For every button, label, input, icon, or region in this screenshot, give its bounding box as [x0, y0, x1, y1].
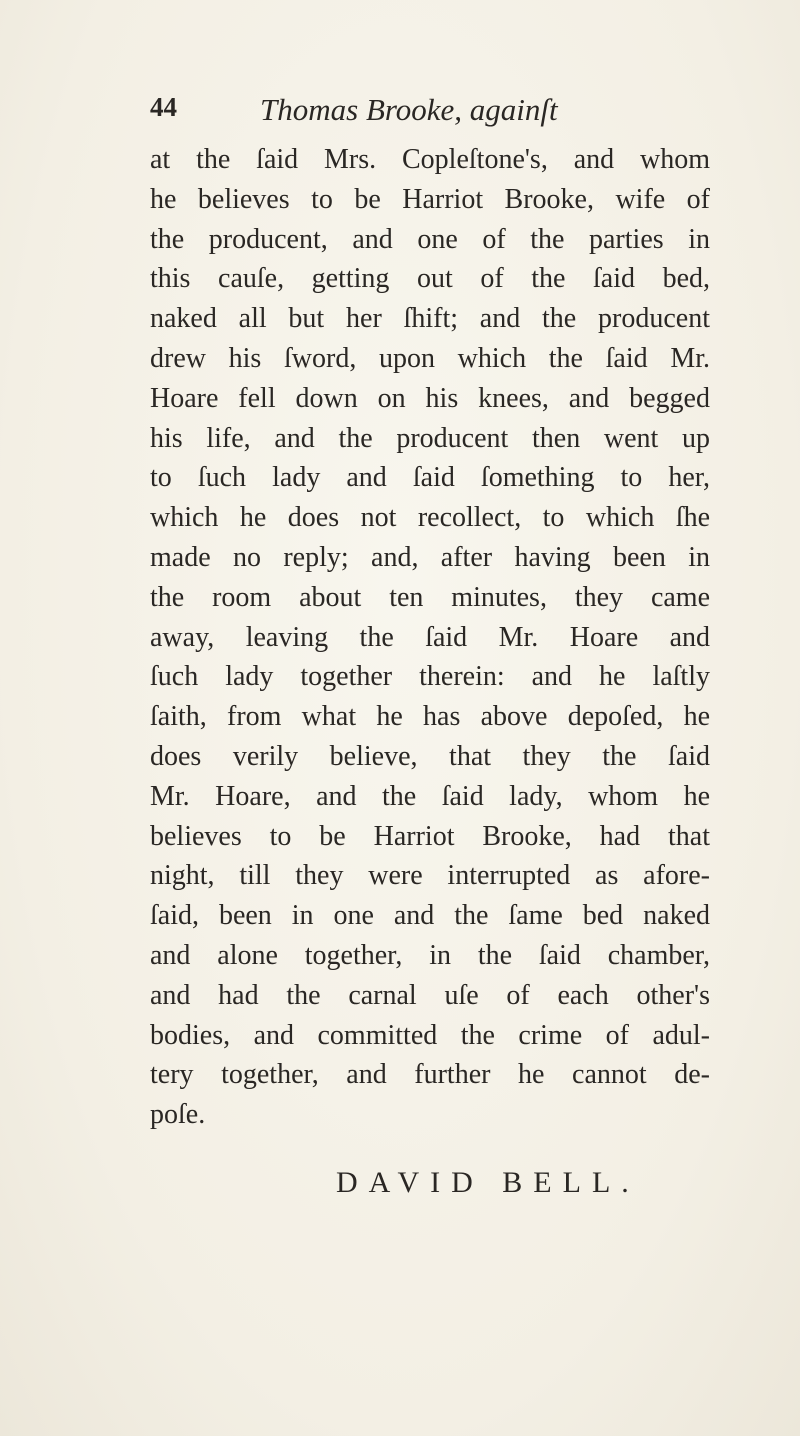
text-line: Mr. Hoare, and the ſaid lady, whom he [150, 780, 710, 812]
text-line: this cauſe, getting out of the ſaid bed, [150, 263, 710, 295]
signature-name: DAVID BELL. [336, 1166, 640, 1199]
text-line: Hoare fell down on his knees, and begged [150, 382, 710, 414]
text-line: tery together, and further he cannot de- [150, 1059, 710, 1091]
text-line: made no reply; and, after having been in [150, 541, 710, 573]
running-title: Thomas Brooke, againſt [260, 92, 558, 127]
text-line: ſaid, been in one and the ſame bed naked [150, 900, 710, 932]
text-line: he believes to be Harriot Brooke, wife of [150, 183, 710, 215]
text-line: believes to be Harriot Brooke, had that [150, 820, 710, 852]
page-header [150, 92, 710, 132]
text-line: does verily believe, that they the ſaid [150, 740, 710, 772]
text-line: and had the carnal uſe of each other's [150, 979, 710, 1011]
text-line: at the ſaid Mrs. Copleſtone's, and whom [150, 144, 710, 175]
text-line: bodies, and committed the crime of adul- [150, 1019, 710, 1051]
text-line: the room about ten minutes, they came [150, 581, 710, 613]
text-line: away, leaving the ſaid Mr. Hoare and [150, 621, 710, 653]
text-line: ſuch lady together therein: and he laſtly [150, 661, 710, 693]
text-line: his life, and the producent then went up [150, 422, 710, 454]
text-line: night, till they were interrupted as afore- [150, 860, 710, 892]
text-line: drew his ſword, upon which the ſaid Mr. [150, 342, 710, 374]
deposition-text [150, 140, 710, 1135]
text-line: ſaith, from what he has above depoſed, he [150, 701, 710, 733]
text-line: which he does not recollect, to which ſhe [150, 502, 710, 534]
page-number: 44 [150, 92, 177, 122]
text-line: to ſuch lady and ſaid ſomething to her, [150, 462, 710, 494]
text-line: and alone together, in the ſaid chamber, [150, 939, 710, 971]
text-line: naked all but her ſhift; and the producent [150, 303, 710, 335]
text-line: poſe. [150, 1099, 206, 1131]
text-line: the producent, and one of the parties in [150, 223, 710, 255]
